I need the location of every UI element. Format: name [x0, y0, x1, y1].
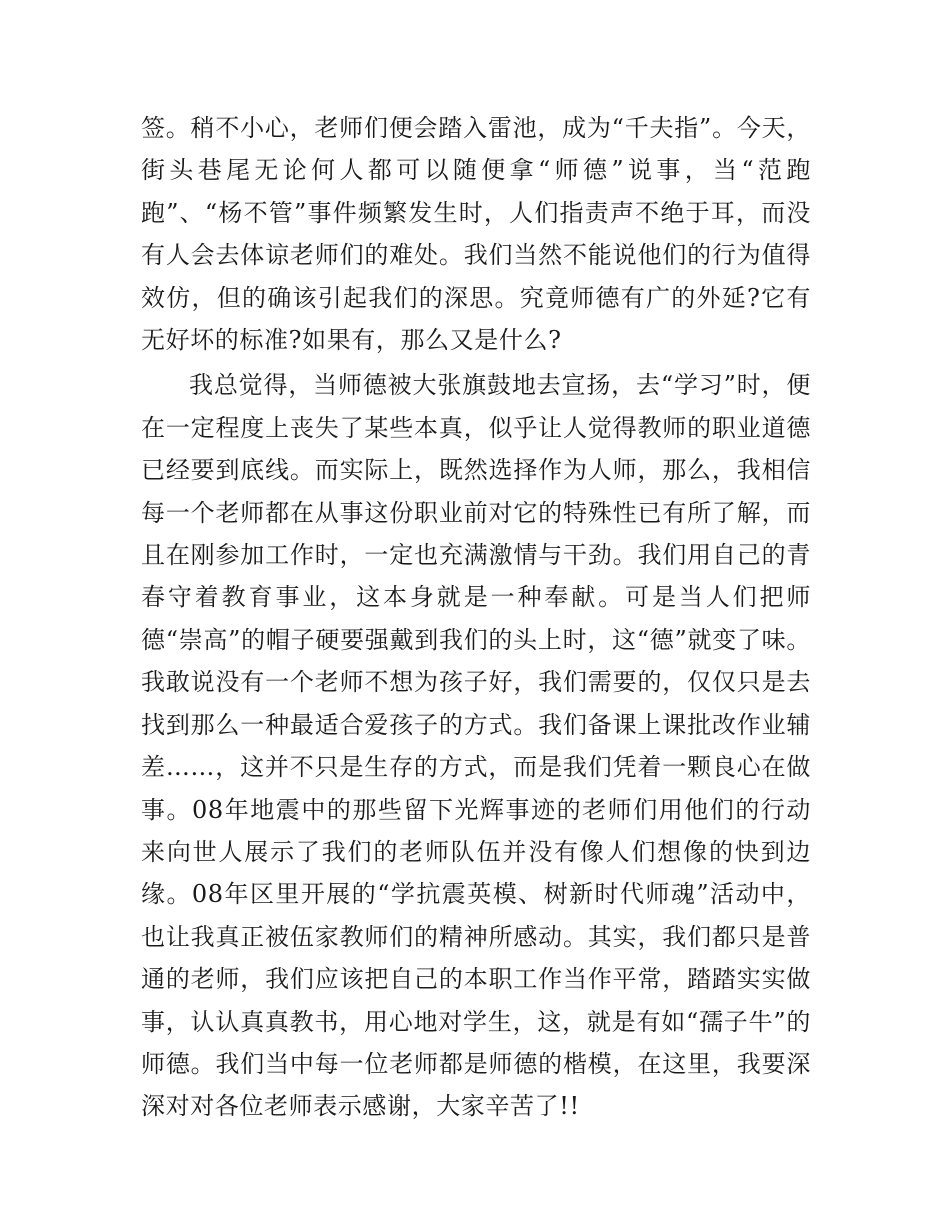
- paragraph-continuation: 签。稍不小心，老师们便会踏入雷池，成为“千夫指”。今天，街头巷尾无论何人都可以随便拿“师德”说事，当“范跑跑”、“杨不管”事件频繁发生时，人们指责声不绝于耳，而没有人会去体谅老师们的难处。我们当然不能说他们的行为值得效仿，但的确该引起我们的深思。究竟师德有广的外延?它有无好坏的标准?如果有，那么又是什么?: [141, 114, 811, 355]
- paragraph-main: 我总觉得，当师德被大张旗鼓地去宣扬，去“学习”时，便在一定程度上丧失了某些本真，似乎让人觉得教师的职业道德已经要到底线。而实际上，既然选择作为人师，那么，我相信每一个老师都在从事这份职业前对它的特殊性已有所了解，而且在刚参加工作时，一定也充满激情与干劲。我们用自己的青春守着教育事业，这本身就是一种奉献。可是当人们把师德“崇高”的帽子硬要强戴到我们的头上时，这“德”就变了味。我敢说没有一个老师不想为孩子好，我们需要的，仅仅只是去找到那么一种最适合爱孩子的方式。我们备课上课批改作业辅差……，这并不只是生存的方式，而是我们凭着一颗良心在做事。08年地震中的那些留下光辉事迹的老师们用他们的行动来向世人展示了我们的老师队伍并没有像人们想像的快到边缘。08年区里开展的“学抗震英模、树新时代师魂”活动中，也让我真正被伍家教师们的精神所感动。其实，我们都只是普通的老师，我们应该把自己的本职工作当作平常，踏踏实实做事，认认真真教书，用心地对学生，这，就是有如“孺子牛”的师德。我们当中每一位老师都是师德的楷模，在这里，我要深深对对各位老师表示感谢，大家辛苦了!!: [141, 371, 811, 1121]
- document-body: [141, 107, 811, 1128]
